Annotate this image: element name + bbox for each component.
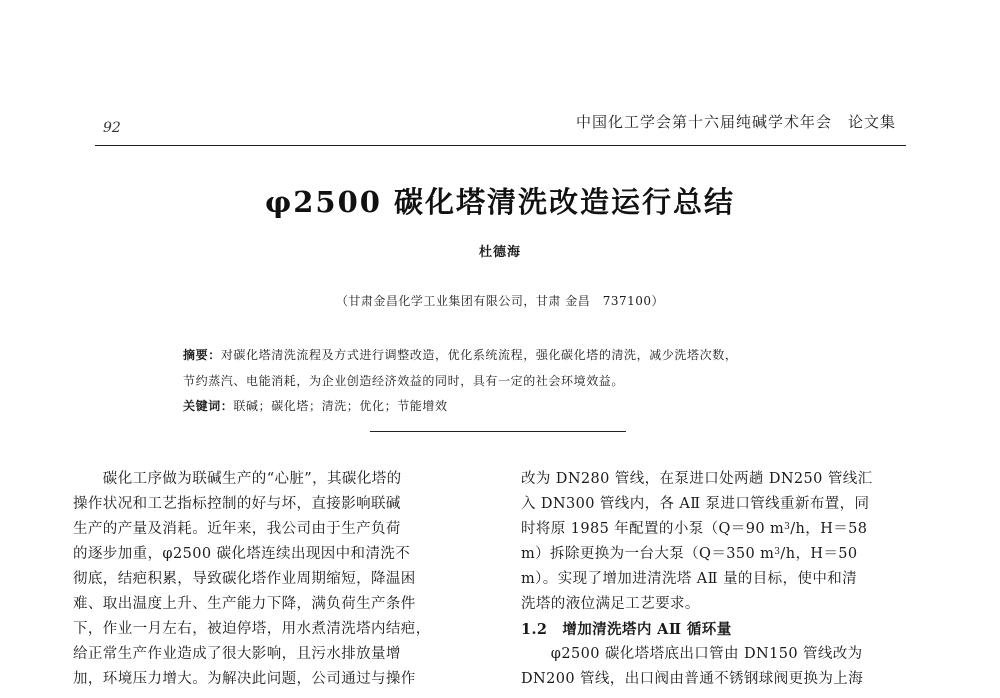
abstract-divider [370,431,626,432]
author: 杜德海 [478,245,521,260]
body-line: 洗塔的液位满足工艺要求。 [521,596,700,612]
superscript: 3 [784,522,791,532]
body-line: 下，作业一月左右，被迫停塔，用水煮清洗塔内结疤， [73,621,431,637]
body-line: 的逐步加重，φ2500 碳化塔连续出现因中和清洗不 [73,546,411,562]
body-text: 时将原 1985 年配置的小泵（Q＝90 m [521,521,785,537]
body-line: 改为 DN280 管线，在泵进口处两趟 DN250 管线汇 [521,471,873,487]
body-line: 难、取出温度上升、生产能力下降，满负荷生产条件 [73,596,416,612]
abstract-line-2: 节约蒸汽、电能消耗，为企业创造经济效益的同时，具有一定的社会环境效益。 [183,374,625,388]
keywords-label: 关键词： [183,399,234,413]
body-line [521,517,906,542]
body-line [521,542,906,567]
keywords-text: 联碱；碳化塔；清洗；优化；节能增效 [233,399,448,413]
body-line: 彻底，结疤积累，导致碳化塔作业周期缩短，降温困 [73,571,416,587]
body-text: /h，H＝58 [790,521,868,537]
keywords-line [183,397,448,414]
running-header: 中国化工学会第十六届纯碱学术年会 论文集 [575,113,896,131]
abstract-label: 摘要： [183,348,221,362]
body-line: 入 DN300 管线内，各 AⅡ 泵进口管线重新布置，同 [521,496,870,512]
article-title: φ2500 碳化塔清洗改造运行总结 [264,185,736,219]
header-rule [95,145,906,146]
body-line: 操作状况和工艺指标控制的好与坏，直接影响联碱 [73,496,401,512]
body-line: 给正常生产作业造成了很大影响，且污水排放量增 [73,646,401,662]
abstract-line-1 [183,346,737,363]
body-text: /h，H＝50 [780,546,858,562]
body-line: 碳化工序做为联碱生产的“心脏”，其碳化塔的 [73,471,402,487]
superscript: 3 [774,547,781,557]
body-line: 生产的产量及消耗。近年来，我公司由于生产负荷 [73,521,401,537]
body-line: φ2500 碳化塔塔底出口管由 DN150 管线改为 [521,646,863,662]
abstract-text-1: 对碳化塔清洗流程及方式进行调整改造，优化系统流程，强化碳化塔的清洗，减少洗塔次数， [220,348,738,362]
body-line: 加，环境压力增大。为解决此问题，公司通过与操作 [73,671,416,687]
section-heading: 1.2 增加清洗塔内 AⅡ 循环量 [521,621,732,638]
body-line: m）。实现了增加进清洗塔 AⅡ 量的目标，使中和清 [521,571,858,587]
affiliation: （甘肃金昌化学工业集团有限公司，甘肃 金昌 737100） [335,294,665,308]
page-number: 92 [103,120,121,136]
body-text: m）拆除更换为一台大泵（Q＝350 m [521,546,775,562]
body-line: DN200 管线，出口阀由普通不锈钢球阀更换为上海 [521,671,864,687]
body-column-right [521,467,906,692]
body-column-left [73,467,478,692]
